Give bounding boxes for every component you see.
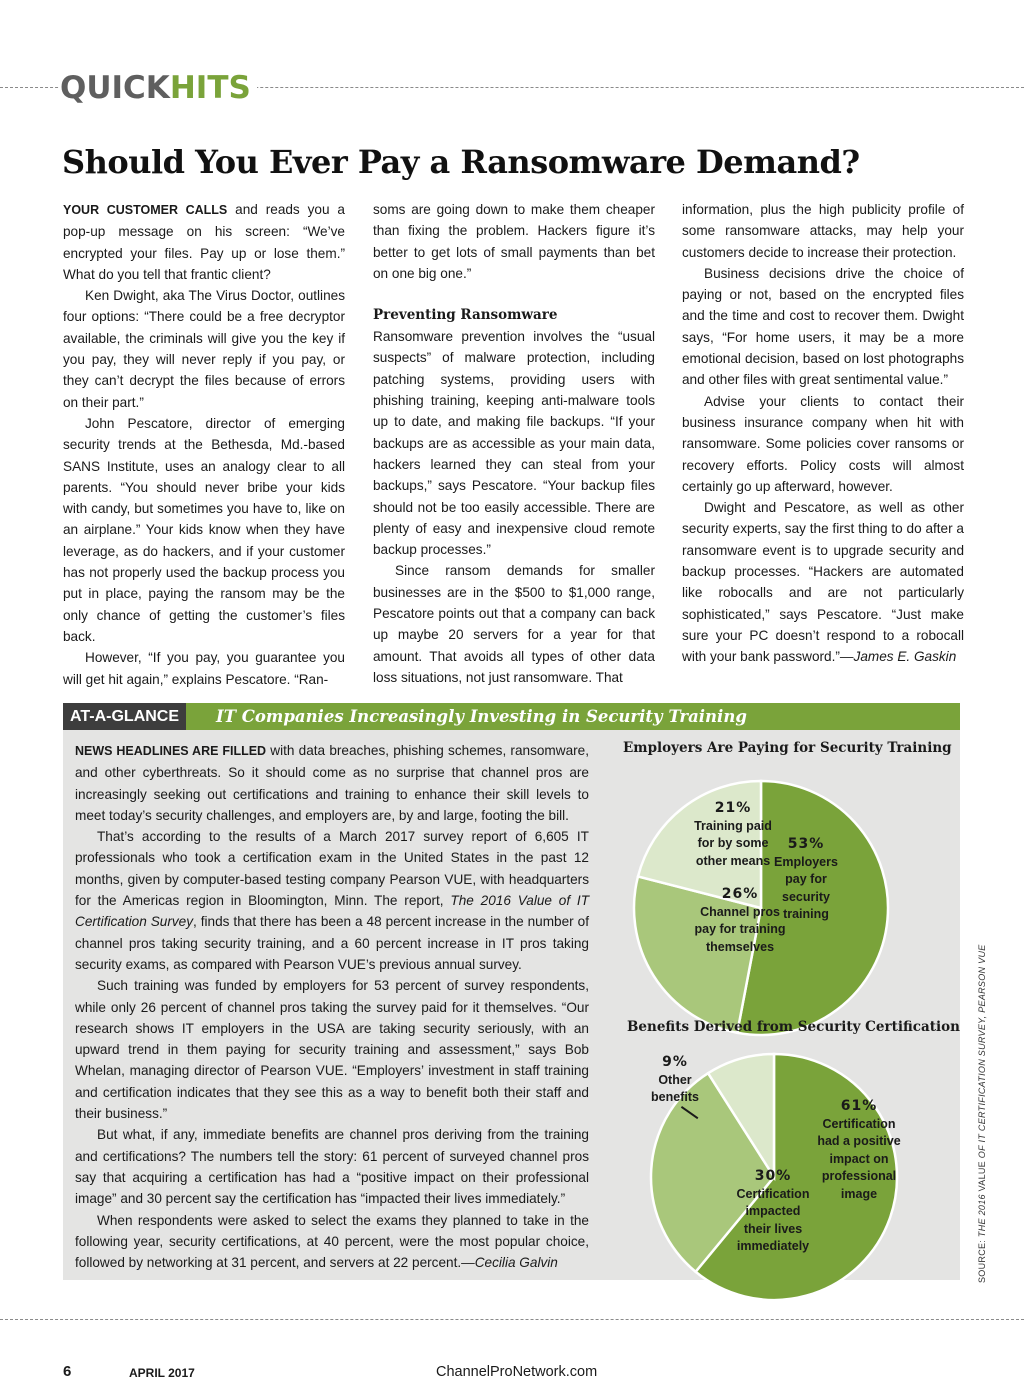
- headline: Should You Ever Pay a Ransomware Demand?: [62, 143, 860, 181]
- chart2-title: Benefits Derived from Security Certification: [627, 1019, 960, 1035]
- pie-label-line: their lives: [743, 1221, 803, 1236]
- pie-label-line: Training paid: [694, 818, 772, 833]
- paragraph: [682, 391, 964, 497]
- issue-date: APRIL 2017: [129, 1366, 195, 1380]
- paragraph-text: Advise your clients to contact their business insurance company when hit with ransomware. Some policies cover ransoms or recovery efforts. Policy costs will almost certainly go up afterward, however.: [682, 393, 964, 494]
- paragraph-text: However, “If you pay, you guarantee you will get hit again,” explains Pescatore. “Ran-: [63, 650, 345, 687]
- sidebar-paragraph: [75, 1210, 589, 1274]
- pie-label-line: training: [783, 907, 829, 921]
- box-text: [75, 740, 589, 1273]
- paragraph: [63, 199, 345, 285]
- pie-label-line: benefits: [651, 1090, 699, 1104]
- source-title-part1: THE 2016: [977, 1191, 987, 1238]
- byline: —James E. Gaskin: [839, 649, 957, 665]
- paragraph-text: soms are going down to make them cheaper than fixing the problem. Hackers figure it’s better to get lots of small payments than bet on one big one.”: [373, 202, 655, 281]
- pie-label-line: image: [840, 1186, 878, 1201]
- bottom-divider: [0, 1319, 1024, 1320]
- article-column-1: [63, 199, 345, 690]
- pie-label-line: Channel pros: [700, 904, 780, 919]
- paragraph-text: Dwight and Pescatore, as well as other security experts, say the first thing to do after a ransomware event is to upgrade security and backup processes. “Hackers are automated like robocalls and are not particularly sophisticated,” says Pescatore. “Just make sure your PC doesn’t respond to a robocall with your bank password.”: [682, 500, 964, 665]
- lead-in: YOUR CUSTOMER CALLS: [63, 203, 228, 217]
- lead-in: NEWS HEADLINES ARE FILLED: [75, 744, 267, 758]
- pie-label: [713, 1168, 833, 1256]
- section-label-right: HITS: [169, 70, 251, 106]
- article-column-2: [373, 199, 655, 688]
- source-title-part2: OF IT CERTIFICATION SURVEY, PEARSON VUE: [977, 944, 987, 1161]
- paragraph: [63, 413, 345, 647]
- paragraph: [373, 199, 655, 284]
- section-label-left: QUICK: [60, 70, 170, 106]
- pie-label-line: pay for training: [694, 922, 786, 936]
- pie-label: [615, 1054, 735, 1107]
- source-prefix: SOURCE:: [977, 1237, 987, 1283]
- paragraph-text: But what, if any, immediate benefits are channel pros deriving from the training and certifications? The numbers tell the story: 61 percent of surveyed channel pros say that acquiring a certification has had a “positive impact on their professional image” and 30 percent say the certification has “impacted their lives immediately.”: [75, 1127, 589, 1207]
- pie-label-line: themselves: [705, 939, 775, 954]
- paragraph-text: When respondents were asked to select the exams they planned to take in the following year, security certifications, at 40 percent, were the most popular choice, followed by networking at 31 percent, and servers at 22 percent.: [75, 1212, 589, 1271]
- paragraph-text: , finds that there has been a 48 percent increase in the number of channel pros taking security training, and a 60 percent increase in IT pros taking security exams, as compared with Pearson VUE’s previous annual survey.: [75, 914, 589, 972]
- website-url[interactable]: ChannelProNetwork.com: [436, 1364, 598, 1380]
- paragraph-text: with data breaches, phishing schemes, ransomware, and other cyberthreats. So it should come as no surprise that channel pros are increasingly seeking out certifications and training to enhance their skill levels to meet today’s security challenges, and employers are, by and large, footing the bill.: [75, 743, 589, 823]
- paragraph: [373, 326, 655, 560]
- pie-label: [680, 886, 800, 956]
- paragraph-text: information, plus the high publicity profile of some ransomware attacks, may help your customers decide to increase their protection.: [682, 202, 964, 260]
- pie-label-line: professional: [821, 1169, 897, 1183]
- article-column-3: [682, 199, 964, 668]
- paragraph: [682, 497, 964, 667]
- report-title: The 2016 Value of IT Certification Survey: [75, 893, 590, 930]
- pie-label: [673, 800, 793, 870]
- paragraph-text: Ken Dwight, aka The Virus Doctor, outlines four options: “There could be a free decryptor available, the criminals will give you the key if you pay, they will never reply if you pay, or they can’t decrypt the files because of errors on their part.”: [63, 288, 345, 410]
- sidebar-paragraph: [75, 826, 589, 975]
- paragraph-text: Since ransom demands for smaller businesses are in the $500 to $1,000 range, Pescatore points out that a company can back up maybe 20 servers for a year for that amount. That avoids all types of other data loss situations, not just ransomware. That: [373, 563, 655, 685]
- pie-label-percent: 9%: [662, 1054, 688, 1070]
- paragraph-text: That’s according to the results of a March 2017 survey report of 6,605 IT professionals who took a certification exam in the United States in the past 12 months, given by computer-based testing company Pearson VUE, with headquarters for the Americas region in Bloomington, Minn. The report,: [75, 829, 589, 909]
- pie-label-percent: 61%: [840, 1098, 878, 1114]
- sidebar-paragraph: [75, 975, 589, 1124]
- pie-label-percent: 21%: [714, 800, 752, 816]
- paragraph: [682, 199, 964, 263]
- byline: —Cecilia Galvin: [461, 1255, 558, 1271]
- sidebar-paragraph: [75, 740, 589, 826]
- source-credit: [977, 944, 987, 1283]
- paragraph: [373, 560, 655, 688]
- pie-label-line: Employers: [774, 854, 838, 869]
- pie-label-percent: 26%: [721, 886, 759, 902]
- pie-label-line: security: [782, 889, 830, 904]
- pie-label-line: had a positive: [817, 1134, 901, 1148]
- pie-label-line: impacted: [745, 1204, 801, 1218]
- pie-label-line: other means: [695, 853, 771, 868]
- section-label: [60, 68, 257, 108]
- at-a-glance-tag: AT-A-GLANCE: [63, 703, 186, 730]
- pie-label-line: impact on: [829, 1151, 889, 1166]
- box-title: IT Companies Increasingly Investing in Security Training: [216, 707, 747, 726]
- pie-label-line: Certification: [822, 1116, 896, 1131]
- chart1-title: Employers Are Paying for Security Training: [623, 740, 952, 756]
- pie-label-line: pay for: [785, 872, 827, 886]
- subhead: Preventing Ransomware: [373, 307, 558, 324]
- pie-label-percent: 30%: [754, 1168, 792, 1184]
- paragraph: [63, 285, 345, 413]
- paragraph: [63, 647, 345, 690]
- pie-label-line: Other: [658, 1072, 692, 1087]
- pie-label-percent: 53%: [787, 836, 825, 852]
- paragraph-text: Such training was funded by employers for 53 percent of survey respondents, while only 26 percent of channel pros taking the survey paid for it themselves. “Our research shows IT employers in the USA are taking security seriously, with an upward trend in them paying for security training and assessment,” says Bob Whelan, managing director of Pearson VUE. “Employers’ investment in staff training and certification indicates that they see this as a way to benefit both their staff and their business.”: [75, 978, 589, 1122]
- paragraph-text: Business decisions drive the choice of paying or not, based on the encrypted files and the time and cost to recover them. Dwight says, “For home users, it may be a more emotional decision, based on lost photographs and other files with great sentimental value.”: [682, 265, 964, 388]
- source-title-value: VALUE: [977, 1161, 987, 1192]
- paragraph-text: and reads you a pop-up message on his screen: “We’ve encrypted your files. Pay up or lose them.” What do you tell that frantic client?: [63, 202, 345, 282]
- page-number: 6: [63, 1363, 72, 1380]
- pie-label-line: immediately: [736, 1239, 810, 1253]
- paragraph-text: Ransomware prevention involves the “usual suspects” of malware protection, including patching systems, providing users with phishing training, keeping anti-malware tools up to date, and making file backups. “If your backups are as accessible as your main data, hackers learned they can steal from your backups,” says Pescatore. “Your backup files should not be too easily accessible. There are plenty of easy and inexpensive cloud remote backup processes.”: [373, 329, 655, 558]
- sidebar-paragraph: [75, 1124, 589, 1209]
- pie-label-line: Certification: [736, 1186, 810, 1201]
- pie-label-line: for by some: [697, 836, 769, 850]
- paragraph: [682, 263, 964, 391]
- paragraph-text: John Pescatore, director of emerging security trends at the Bethesda, Md.-based SANS Institute, uses an analogy clear to all parents. “You should never bribe your kids with candy, but sometimes you have to, like on an airplane.” Your kids know when they have leverage, as do hackers, and if your customer has not properly used the backup process you put in place, paying the ransom may be the only chance of getting the customer’s files back.: [63, 415, 345, 644]
